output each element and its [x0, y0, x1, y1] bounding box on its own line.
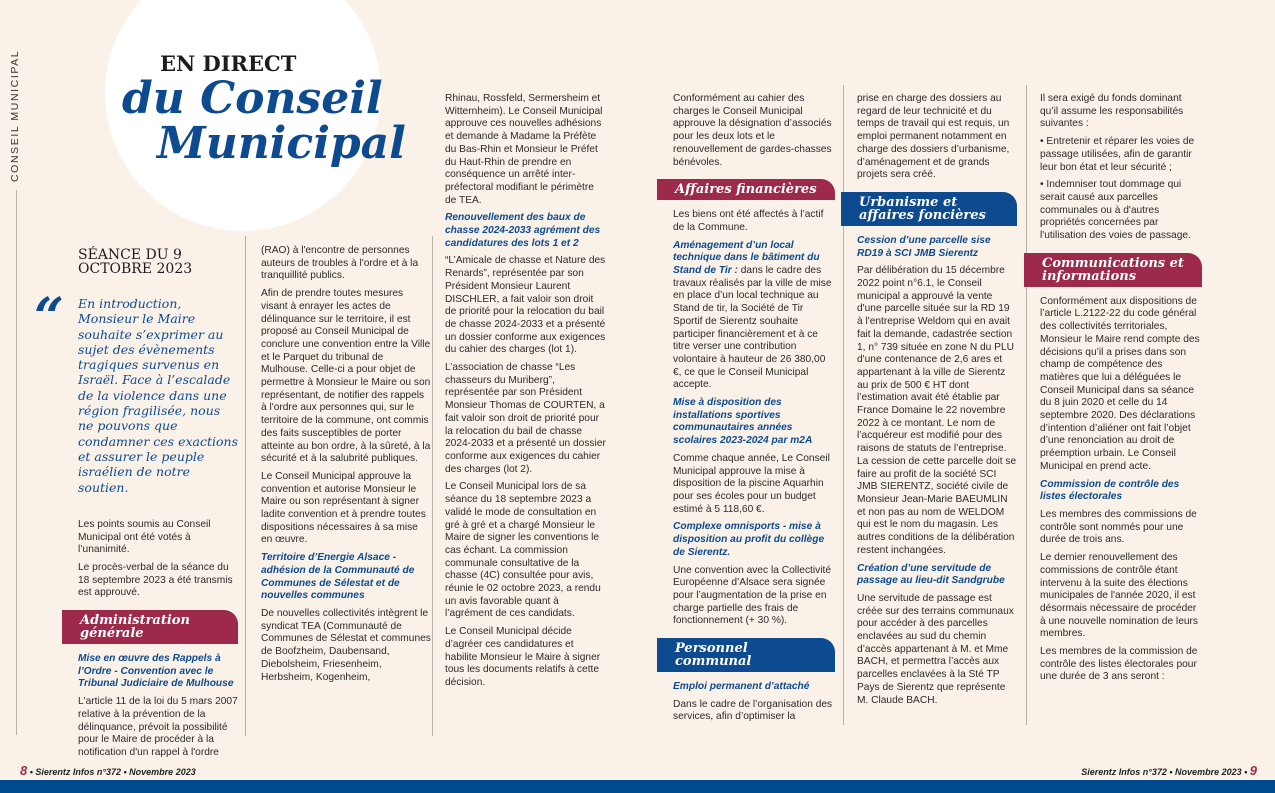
column-divider [432, 236, 433, 736]
section-banner: Communications et informations [1024, 253, 1202, 287]
paragraph: • Indemniser tout dommage qui serait causé aux parcelles communales ou à d'autres propriétés concernées par l'utilisation des voies de passage. [1040, 179, 1191, 242]
section-banner: Affaires financières [657, 179, 835, 200]
paragraph: Le dernier renouvellement des commissions de contrôle étant intervenu à la suite des élections municipales de l'année 2020, il est désormais nécessaire de procéder à une nouvelle nomination de leurs membres. [1040, 552, 1199, 640]
paragraph: Conformément aux dispositions de l’article L.2122-22 du code général des collectivités territoriales, Monsieur le Maire rend compte des décisions qu’il a prises dans son champ de compétence des matières que lui a déléguées le Conseil Municipal dans sa séance du 8 juin 2020 et celle du 14 septembre 2020. Des déclarations d’intention d’aliéner ont fait l’objet d’une renonciation au droit de préemption urbain. Le Conseil Municipal en prend acte. [1040, 295, 1200, 472]
title-municipal: Municipal [157, 118, 406, 169]
paragraph: Comme chaque année, Le Conseil Municipal approuve la mise à disposition de la piscine Aquarhin pour ses écoles pour un budget estimé à 5 118,60 €. [673, 452, 830, 515]
paragraph: Par délibération du 15 décembre 2022 point n°6.1, le Conseil municipal a approuvé la vente d'une parcelle située sur la RD 19 à l'entreprise Weldom qui en avait fait la demande, cadastrée section 1, n° 739 située en zone N du PLU d'une contenance de 2,6 ares et appartenant à la ville de Sierentz au prix de 500 € HT dont l’estimation avait été établie par France Domaine le 22 novembre 2022 à ce montant. Le nom de l’acquéreur est modifié pour des raisons de statuts de l’entreprise. La cession de cette parcelle doit se faire au profit de la société SCI JMB SIERENTZ, société civile de Monsieur Jean-Marie BAEUMLIN et non pas au nom de WELDOM qui est le nom du magasin. Les autres conditions de la délibération restent inchangées. [857, 265, 1017, 556]
paragraph: De nouvelles collectivités intègrent le syndicat TEA (Communauté de Communes de Sélestat et communes de Boofzheim, Daubensand, Diebolsheim, Friesenheim, Herbsheim, Kogenheim, [261, 607, 431, 683]
section-banner: Personnel communal [657, 638, 835, 672]
article-column-1 [34, 247, 238, 765]
article-column-2 [261, 245, 431, 689]
quote-icon: “ [34, 287, 64, 348]
footer-left [20, 764, 196, 779]
subheading: Renouvellement des baux de chasse 2024-2033 agrément des candidatures des lots 1 et 2 [445, 212, 601, 249]
section-banner: Administration générale [62, 610, 238, 644]
subheading: Territoire d’Energie Alsace - adhésion de la Communauté de Communes de Sélestat et de nouvelles communes [261, 552, 415, 602]
paragraph: L’association de chasse “Les chasseurs du Muriberg”, représentée par son Président Monsieur Thomas de COURTEN, a fait valoir son droit de priorité pour la relocation du bail de chasse 2024-2033 et a présenté un dossier conforme aux exigences du cahier des charges (lot 2). [445, 362, 606, 475]
paragraph: Les membres de la commission de contrôle des listes électorales pour une durée de 3 ans seront : [1040, 646, 1198, 683]
paragraph: Afin de prendre toutes mesures visant à enrayer les actes de délinquance sur le territoire, il est proposé au Conseil Municipal de conclure une convention entre la Ville et le Parquet du tribunal de Mulhouse. Celle-ci a pour objet de permettre à Monsieur le Maire ou son représentant, de notifier des rappels à l'ordre aux personnes qui, sur le territoire de la commune, ont commis des faits susceptibles de porter atteinte au bon ordre, à la sûreté, à la sécurité et à la salubrité publiques. [261, 288, 431, 465]
subheading: Emploi permanent d’attaché [673, 681, 810, 693]
paragraph: • Entretenir et réparer les voies de passage utilisées, afin de garantir leur bon état et leur sécurité ; [1040, 136, 1195, 173]
subheading: Création d’une servitude de passage au lieu-dit Sandgrube [857, 562, 1005, 587]
paragraph: L'article 11 de la loi du 5 mars 2007 relative à la prévention de la délinquance, prévoit la possibilité pour le Maire de procéder à la notification d'un rappel à l'ordre [78, 696, 238, 758]
session-heading: SÉANCE DU 9 OCTOBRE 2023 [78, 247, 193, 277]
bottom-bar [0, 780, 1275, 793]
paragraph: prise en charge des dossiers au regard de leur technicité et du temps de travail qui est requis, un emploi permanent notamment en charge des dossiers d’urbanisme, d’aménagement et de grands projets sera créé. [857, 93, 1010, 181]
subheading: Cession d’une parcelle sise RD19 à SCI JMB Sierentz [857, 234, 991, 259]
column-divider [245, 236, 246, 736]
page-number-left: 8 [20, 763, 28, 778]
paragraph [673, 240, 835, 392]
paragraph: Les points soumis au Conseil Municipal ont été votés à l’unanimité. [78, 518, 211, 556]
footer-right-text: Sierentz Infos n°372 • Novembre 2023 • [1081, 767, 1248, 777]
paragraph-lead: Aménagement d’un local technique dans le bâtiment du Stand de Tir : [673, 239, 820, 277]
article-column-4 [673, 93, 835, 729]
page-number-right: 9 [1249, 763, 1257, 778]
article-column-6 [1040, 93, 1202, 689]
paragraph: Une convention avec la Collectivité Européenne d’Alsace sera signée pour l’augmentation de la prise en charge partielle des frais de fonctionnement (+ 30 %). [673, 564, 831, 627]
paragraph: Il sera exigé du fonds dominant qu’il assume les responsabilités suivantes : [1040, 93, 1184, 130]
intro-quote [34, 287, 238, 495]
subheading: Commission de contrôle des listes électorales [1040, 478, 1180, 503]
title-du-conseil: du Conseil [122, 73, 383, 124]
subheading: Mise en œuvre des Rappels à l’Ordre - Convention avec le Tribunal Judiciaire de Mulhouse [78, 653, 234, 690]
paragraph: Le Conseil Municipal lors de sa séance du 18 septembre 2023 a validé le mode de consultation en gré à gré et a chargé Monsieur le Maire de signer les conventions le cas échant. La commission communale consultative de la chasse (4C) consultée pour avis, réunie le 02 octobre 2023, a rendu un avis favorable quant à l’agrément de ces candidats. [445, 481, 601, 620]
paragraph: Les membres des commissions de contrôle sont nommés pour une durée de trois ans. [1040, 508, 1197, 546]
column-divider [843, 85, 844, 725]
article-column-5 [857, 93, 1017, 712]
paragraph: Rhinau, Rossfeld, Sermersheim et Witternheim). Le Conseil Municipal approuve ces nouvelles adhésions et demande à Madame la Préfète du Bas-Rhin et Monsieur le Préfet du Haut-Rhin de prendre en conséquence un arrêté inter-préfectoral modifiant le périmètre de TEA. [445, 93, 603, 206]
subheading: Mise à disposition des installations sportives communautaires années scolaires 2023-2024 par m2A [673, 397, 813, 447]
paragraph-text: dans le cadre des travaux réalisés par la ville de mise en place d’un local technique au Stand de tir, la Société de Tir Sportif de Sierentz souhaite participer financièrement et à ce titre verser une contribution volontaire à hauteur de 26 380,00 €, ce que le Conseil Municipal accepte. [673, 265, 832, 391]
footer-left-text: • Sierentz Infos n°372 • Novembre 2023 [29, 767, 196, 777]
quote-text: En introduction, Monsieur le Maire souhaite s’exprimer au sujet des évènements tragiques survenus en Israël. Face à l’escalade de la violence dans une région fragilisée, nous ne pouvons que condamner ces exactions et assurer le peuple israélien de notre soutien. [78, 296, 238, 495]
paragraph: Dans le cadre de l’organisation des services, afin d’optimiser la [673, 698, 833, 723]
paragraph: Les biens ont été affectés à l’actif de la Commune. [673, 209, 824, 233]
column-divider [1026, 85, 1027, 725]
paragraph: Le procès-verbal de la séance du 18 septembre 2023 a été transmis est approuvé. [78, 561, 233, 599]
subheading: Complexe omnisports - mise à disposition au profit du collège de Sierentz. [673, 521, 825, 558]
paragraph: Conformément au cahier des charges le Conseil Municipal approuve la désignation d’associés pour les deux lots et le renouvellement de gardes-chasses bénévoles. [673, 93, 832, 168]
section-banner: Urbanisme et affaires foncières [841, 192, 1017, 226]
paragraph: Le Conseil Municipal approuve la convention et autorise Monsieur le Maire ou son représentant à signer ladite convention et à prendre toutes dispositions nécessaires à sa mise en œuvre. [261, 470, 426, 546]
footer-right [1081, 764, 1257, 779]
article-column-3 [445, 93, 607, 695]
section-label: CONSEIL MUNICIPAL [9, 49, 21, 182]
section-divider [16, 190, 17, 735]
title-en-direct: EN DIRECT [160, 51, 297, 76]
paragraph: “L’Amicale de chasse et Nature des Renards”, représentée par son Président Monsieur Laurent DISCHLER, a fait valoir son droit de priorité pour la relocation du bail de chasse 2024-2033 et a présenté un dossier conforme aux exigences du cahier des charges (lot 1). [445, 255, 606, 356]
paragraph: (RAO) à l'encontre de personnes auteurs de troubles à l'ordre et à la tranquillité publics. [261, 245, 419, 282]
paragraph: Le Conseil Municipal décide d’agréer ces candidatures et habilite Monsieur le Maire à signer tous les documents relatifs à cette décision. [445, 626, 601, 688]
paragraph: Une servitude de passage est créée sur des terrains communaux pour accéder à des parcelles enclavées au sud du chemin d’accès appartenant à M. et Mme BACH, et permettra l’accès aux parcelles enclavées à la Sté TP Pays de Sierentz que représente M. Claude BACH. [857, 592, 1014, 706]
